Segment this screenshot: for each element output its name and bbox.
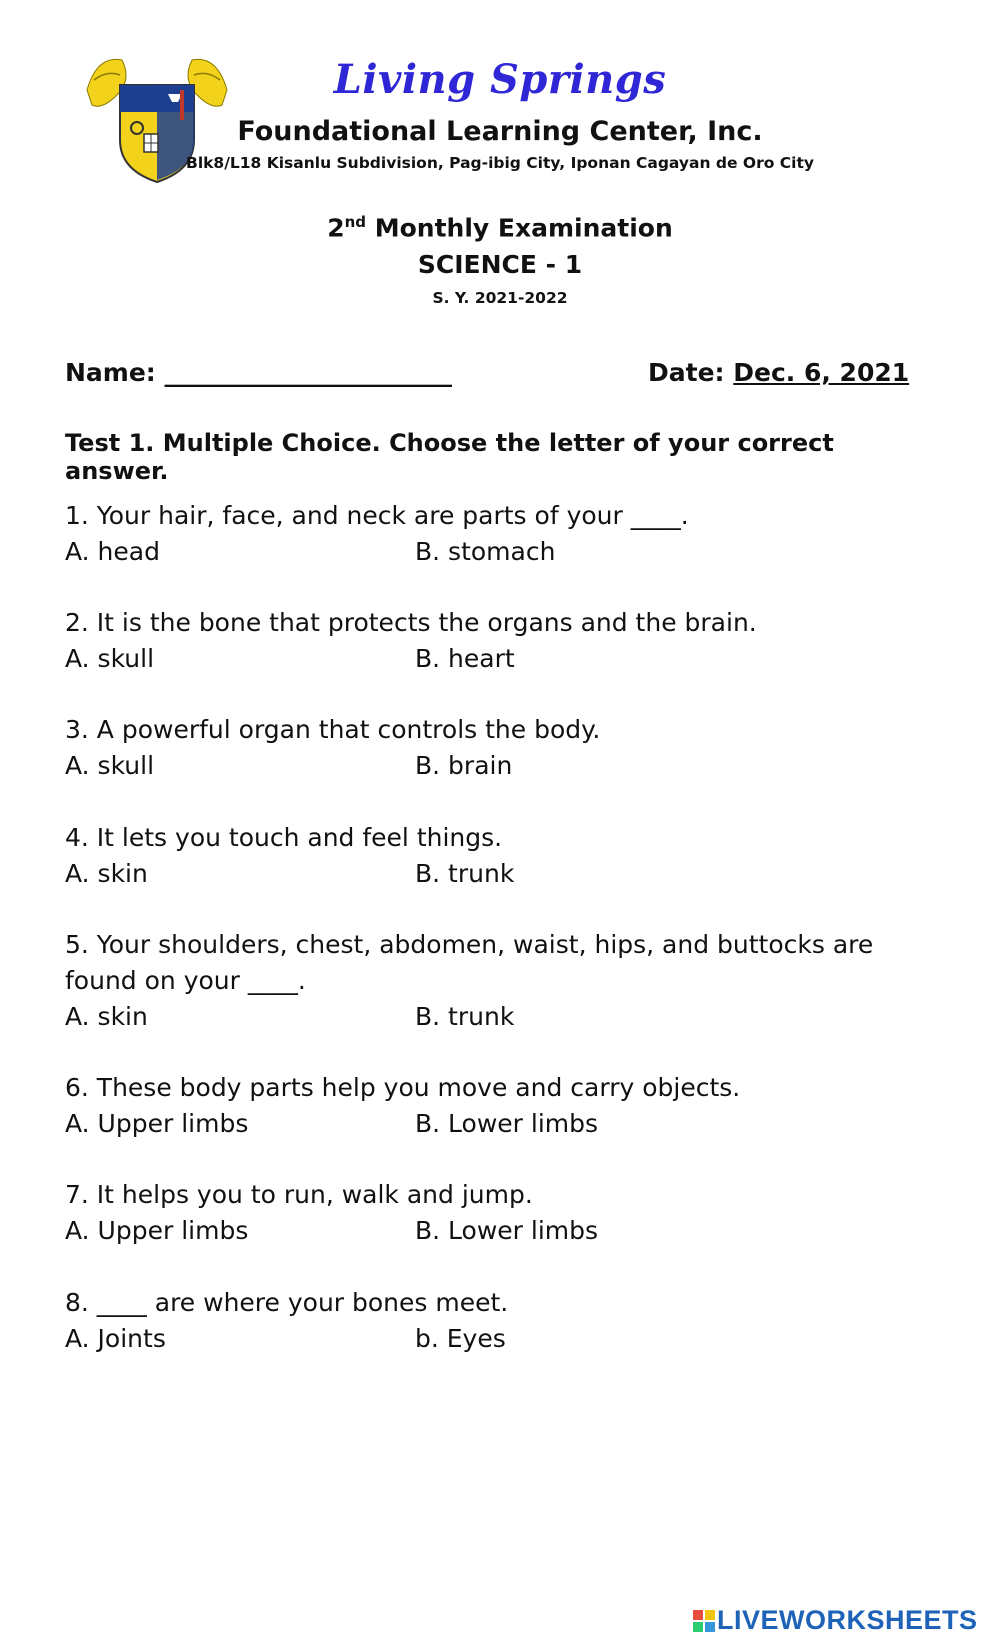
exam-subject: SCIENCE - 1: [417, 250, 583, 279]
choice-b[interactable]: B. trunk: [415, 859, 515, 888]
exam-title-text: Monthly Examination: [366, 213, 673, 243]
question-text: 2. It is the bone that protects the organs and the brain.: [65, 608, 757, 637]
choice-b[interactable]: B. stomach: [415, 537, 556, 566]
question-text: 4. It lets you touch and feel things.: [65, 823, 503, 852]
brand-text: LIVEWORKSHEETS: [717, 1605, 978, 1635]
question-item: [65, 605, 945, 677]
question-text: 7. It helps you to run, walk and jump.: [65, 1180, 533, 1209]
name-blank[interactable]: _______________________: [164, 358, 452, 387]
question-text: 3. A powerful organ that controls the body.: [65, 715, 601, 744]
choice-a[interactable]: A. Upper limbs: [65, 1216, 249, 1245]
choice-b[interactable]: B. Lower limbs: [415, 1109, 599, 1138]
name-field[interactable]: [65, 358, 452, 387]
choice-b[interactable]: B. brain: [415, 751, 513, 780]
question-item: [65, 927, 945, 1035]
choice-a[interactable]: A. skull: [65, 751, 155, 780]
choice-b[interactable]: b. Eyes: [415, 1324, 506, 1353]
question-item: [65, 1070, 945, 1142]
choice-a[interactable]: A. skin: [65, 1002, 148, 1031]
choice-a[interactable]: A. skull: [65, 644, 155, 673]
exam-title: [0, 213, 1000, 242]
question-item: [65, 820, 945, 892]
test-instruction: Test 1. Multiple Choice. Choose the letter of your correct answer.: [65, 429, 834, 485]
date-value: Dec. 6, 2021: [733, 358, 910, 387]
exam-title-superscript: nd: [344, 213, 367, 231]
school-name: Living Springs: [333, 56, 667, 103]
choice-b[interactable]: B. trunk: [415, 1002, 515, 1031]
name-label: Name:: [65, 358, 165, 387]
date-field: [648, 358, 909, 387]
question-text: 8. ____ are where your bones meet.: [65, 1288, 509, 1317]
school-address: Blk8/L18 Kisanlu Subdivision, Pag-ibig City, Iponan Cagayan de Oro City: [186, 154, 814, 172]
question-item: [65, 1177, 945, 1249]
choice-a[interactable]: A. skin: [65, 859, 148, 888]
question-text: 5. Your shoulders, chest, abdomen, waist, hips, and buttocks are found on your ____.: [65, 930, 874, 995]
question-text: 6. These body parts help you move and carry objects.: [65, 1073, 741, 1102]
school-subtitle: Foundational Learning Center, Inc.: [237, 116, 763, 147]
choice-a[interactable]: A. Joints: [65, 1324, 166, 1353]
question-item: [65, 1285, 945, 1357]
question-item: [65, 498, 945, 570]
school-year: S. Y. 2021-2022: [432, 289, 568, 307]
choice-b[interactable]: B. heart: [415, 644, 515, 673]
liveworksheets-brand[interactable]: [693, 1605, 978, 1636]
choice-a[interactable]: A. head: [65, 537, 160, 566]
question-text: 1. Your hair, face, and neck are parts of your ____.: [65, 501, 689, 530]
question-item: [65, 712, 945, 784]
exam-title-number: 2: [327, 213, 345, 243]
liveworksheets-logo-icon: [693, 1610, 715, 1632]
choice-b[interactable]: B. Lower limbs: [415, 1216, 599, 1245]
choice-a[interactable]: A. Upper limbs: [65, 1109, 249, 1138]
date-label: Date:: [648, 358, 734, 387]
